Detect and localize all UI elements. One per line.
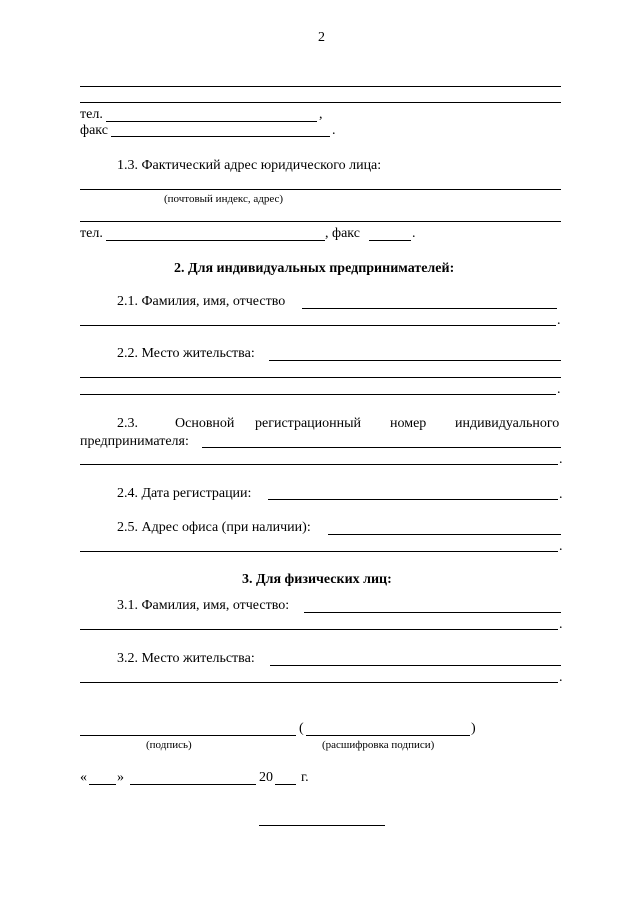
ip-reg-date-field[interactable] <box>268 499 558 500</box>
item-2-3-num: 2.3. <box>117 416 138 431</box>
signature-open-paren: ( <box>299 721 304 736</box>
item-2-3-word-2: регистрационный <box>255 416 362 431</box>
person-fio-field[interactable] <box>304 612 561 613</box>
day-field[interactable] <box>89 784 116 785</box>
tel-label: тел. <box>80 107 103 122</box>
ip-office-field[interactable] <box>328 534 561 535</box>
year-suffix: г. <box>301 770 309 785</box>
fax2-label: , факс <box>325 226 360 241</box>
ip-office-field-2[interactable] <box>80 551 558 552</box>
ip-residence-period: . <box>557 382 561 397</box>
signature-decoding-field[interactable] <box>306 735 470 736</box>
decoding-hint: (расшифровка подписи) <box>322 739 435 751</box>
item-3-1-label: 3.1. Фамилия, имя, отчество: <box>117 598 290 613</box>
tel2-field[interactable] <box>106 240 325 241</box>
item-2-3-word-3: номер <box>390 416 427 431</box>
item-2-3-line2: предпринимателя: <box>80 434 189 449</box>
fax-label: факс <box>80 123 108 138</box>
signature-close-paren: ) <box>471 721 476 736</box>
tel-comma: , <box>319 107 323 122</box>
actual-address-field[interactable] <box>80 189 561 190</box>
person-residence-period: . <box>559 670 563 685</box>
person-fio-period: . <box>559 617 563 632</box>
ip-residence-field-3[interactable] <box>80 394 556 395</box>
item-3-2-label: 3.2. Место жительства: <box>117 651 255 666</box>
section3-heading: 3. Для физических лиц: <box>242 572 392 587</box>
item-1-3-label: 1.3. Фактический адрес юридического лица: <box>117 158 382 173</box>
item-2-1-label: 2.1. Фамилия, имя, отчество <box>117 294 286 309</box>
fax2-field[interactable] <box>369 240 411 241</box>
date-close-quote: » <box>117 770 124 785</box>
person-fio-field-2[interactable] <box>80 629 558 630</box>
ip-fio-period: . <box>557 313 561 328</box>
closing-separator <box>259 825 385 826</box>
item-2-3-word-1: Основной <box>175 416 235 431</box>
ip-office-period: . <box>559 539 563 554</box>
ip-fio-field-2[interactable] <box>80 325 556 326</box>
person-residence-field[interactable] <box>270 665 561 666</box>
item-2-5-label: 2.5. Адрес офиса (при наличии): <box>117 520 311 535</box>
address-line-2 <box>80 102 561 103</box>
actual-address-field-2[interactable] <box>80 221 561 222</box>
ip-ogrnip-field[interactable] <box>202 447 561 448</box>
year-prefix: 20 <box>259 770 273 785</box>
ip-ogrnip-field-2[interactable] <box>80 464 558 465</box>
fax2-period: . <box>412 226 416 241</box>
ip-ogrnip-period: . <box>559 452 563 467</box>
month-field[interactable] <box>130 784 256 785</box>
page-number: 2 <box>318 30 325 45</box>
ip-residence-field[interactable] <box>269 360 561 361</box>
address-line-1 <box>80 86 561 87</box>
item-2-4-label: 2.4. Дата регистрации: <box>117 486 252 501</box>
signature-hint: (подпись) <box>146 739 192 751</box>
person-residence-field-2[interactable] <box>80 682 558 683</box>
item-2-3-word-4: индивидуального <box>455 416 560 431</box>
date-open-quote: « <box>80 770 87 785</box>
fax-period: . <box>332 123 336 138</box>
ip-fio-field[interactable] <box>302 308 557 309</box>
ip-reg-date-period: . <box>559 487 563 502</box>
section2-heading: 2. Для индивидуальных предпринимателей: <box>174 261 455 276</box>
ip-residence-field-2[interactable] <box>80 377 561 378</box>
item-2-2-label: 2.2. Место жительства: <box>117 346 255 361</box>
postal-hint: (почтовый индекс, адрес) <box>164 193 284 205</box>
signature-field[interactable] <box>80 735 296 736</box>
tel-field[interactable] <box>106 121 317 122</box>
fax-field[interactable] <box>111 136 330 137</box>
year-field[interactable] <box>275 784 296 785</box>
tel2-label: тел. <box>80 226 103 241</box>
